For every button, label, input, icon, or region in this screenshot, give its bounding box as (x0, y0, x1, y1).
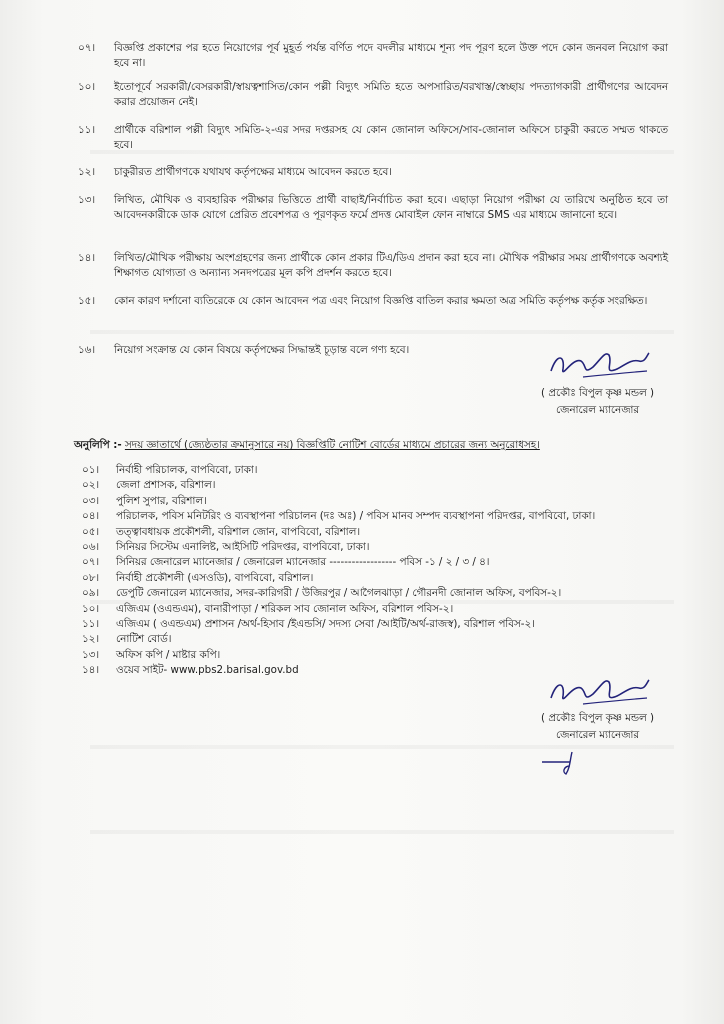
list-item (78, 602, 678, 617)
clause-text: লিখিত/মৌখিক পরীক্ষায় অংশগ্রহণের জন্য প্রার্থীকে কোন প্রকার টিএ/ডিএ প্রদান করা হবে না। মৌখিক পরীক্ষার সময় প্রার্থীগণকে অবশ্যই শিক্ষাগত যোগ্যতা ও অন্যান্য সনদপত্রের মূল কপি প্রদর্শন করতে হবে। (114, 252, 668, 279)
list-item (78, 617, 678, 632)
clause-text: ইতোপূর্বে সরকারী/বেসরকারী/স্বায়ত্বশাসিত/কোন পল্লী বিদ্যুৎ সমিতি হতে অপসারিত/বরখাস্ত/স্বেচ্ছায় পদত্যাগকারী প্রার্থীগণের আবেদন করার প্রয়োজন নেই। (114, 81, 668, 108)
clause-text: প্রার্থীকে বরিশাল পল্লী বিদ্যুৎ সমিতি-২-এর সদর দপ্তরসহ যে কোন জোনাল অফিসে/সাব-জোনাল অফিসে চাকুরী করতে সম্মত থাকতে হবে। (114, 124, 668, 151)
signature-block (541, 345, 654, 419)
list-item (78, 555, 678, 570)
list-text: পরিচালক, পবিস মনিটরিং ও ব্যবস্থাপনা পরিচালন (দঃ অঃ) / পবিস মানব সম্পদ ব্যবস্থাপনা পরিদপ্তর, বাপবিবো, ঢাকা। (116, 510, 596, 523)
signature-block (541, 670, 654, 744)
list-item (78, 494, 678, 509)
signatory-title: জেনারেল ম্যানেজার (555, 729, 640, 741)
copy-to-label: অনুলিপি :- (74, 439, 122, 451)
clause-number: ১৪। (78, 252, 96, 264)
bleed-through-line (90, 745, 674, 749)
clause-item (78, 165, 668, 180)
clause-item (78, 123, 668, 153)
clause-text: কোন কারণ দর্শানো ব্যতিরেকে যে কোন আবেদন পত্র এবং নিয়োগ বিজ্ঞপ্তি বাতিল করার ক্ষমতা অত্র সমিতি কর্তৃপক্ষ কর্তৃক সংরক্ষিত। (114, 295, 648, 307)
list-text: নির্বাহী প্রকৌশলী (এসওডি), বাপবিবো, বরিশাল। (116, 571, 314, 584)
clause-number: ১৩। (78, 194, 96, 206)
list-text: সিনিয়র জেনারেল ম্যানেজার / জেনারেল ম্যানেজার ------------------ পবিস -১ / ২ / ৩ / ৪। (116, 556, 490, 569)
list-number: ১২। (82, 633, 100, 646)
list-text: তত্ত্বাবধায়ক প্রকৌশলী, বরিশাল জোন, বাপবিবো, বরিশাল। (116, 525, 361, 538)
clause-number: ১৫। (78, 295, 96, 307)
list-item (78, 632, 678, 647)
list-text: সিনিয়র সিস্টেম এনালিষ্ট, আইসিটি পরিদপ্তর, বাপবিবো, ঢাকা। (116, 540, 370, 553)
list-item (78, 648, 678, 663)
list-number: ০৮। (82, 571, 100, 584)
list-number: ১৩। (82, 648, 100, 661)
list-number: ০৫। (82, 525, 100, 538)
list-text: নির্বাহী পরিচালক, বাপবিবো, ঢাকা। (116, 464, 258, 476)
handwritten-signature (543, 670, 653, 710)
list-text: অফিস কপি / মাষ্টার কপি। (116, 648, 221, 661)
clause-item (78, 80, 668, 110)
clause-item (78, 193, 668, 223)
clause-item (78, 294, 668, 309)
signatory-title: জেনারেল ম্যানেজার (555, 404, 640, 416)
handwritten-signature (543, 345, 653, 385)
list-text: ওয়েব সাইট- www.pbs2.barisal.gov.bd (116, 664, 299, 677)
bleed-through-line (90, 830, 674, 834)
list-number: ১৪। (82, 664, 100, 677)
list-item (78, 478, 678, 493)
list-number: ১১। (82, 617, 100, 630)
list-number: ০১। (82, 464, 100, 476)
list-number: ০২। (82, 479, 100, 492)
list-item (78, 571, 678, 586)
list-item (78, 525, 678, 540)
list-item (78, 509, 678, 524)
clause-number: ১১। (78, 124, 96, 136)
list-text: জেলা প্রশাসক, বরিশাল। (116, 479, 216, 492)
list-number: ০৪। (82, 510, 100, 523)
copy-to-line (74, 438, 694, 453)
distribution-list (78, 463, 678, 678)
initial-mark (540, 750, 600, 776)
list-number: ০৩। (82, 494, 100, 507)
clause-number: ০৭। (78, 42, 96, 54)
list-text: পুলিশ সুপার, বরিশাল। (116, 494, 207, 507)
list-number: ০৬। (82, 540, 100, 553)
signatory-name: ( প্রকৌঃ বিপুল কৃষ্ণ মন্ডল ) (541, 712, 654, 724)
copy-to-text: সদয় জ্ঞাতার্থে (জ্যেষ্ঠতার ক্রমানুসারে নয়) বিজ্ঞপ্তিটি নোটিশ বোর্ডের মাধ্যমে প্রচারের জন্য অনুরোধসহ। (124, 439, 540, 451)
clause-text: লিখিত, মৌখিক ও ব্যবহারিক পরীক্ষার ভিত্তিতে প্রার্থী বাছাই/নির্বাচিত করা হবে। এছাড়া নিয়োগ পরীক্ষা যে তারিখে অনুষ্ঠিত হবে তা আবেদনকারীকে ডাক যোগে প্রেরিত প্রবেশপত্র ও পূরণকৃত ফর্মে প্রদত্ত মোবাইল ফোন নাম্বারে SMS এর মাধ্যমে জানানো হবে। (114, 194, 668, 221)
bleed-through-line (90, 330, 674, 334)
list-number: ০৯। (82, 587, 100, 600)
clause-text: নিয়োগ সংক্রান্ত যে কোন বিষয়ে কর্তৃপক্ষের সিদ্ধান্তই চূড়ান্ত বলে গণ্য হবে। (114, 344, 410, 356)
list-text: ডেপুটি জেনারেল ম্যানেজার, সদর-কারিগরী / উজিরপুর / আগৈলঝাড়া / গৌরনদী জোনাল অফিস, বপবিস-২। (116, 587, 562, 600)
list-text: নোটিশ বোর্ড। (116, 633, 172, 646)
clause-text: বিজ্ঞপ্তি প্রকাশের পর হতে নিয়োগের পূর্ব মুহূর্ত পর্যন্ত বর্ণিত পদে বদলীর মাধ্যমে শূন্য পদ পূরণ হলে উক্ত পদে কোন জনবল নিয়োগ করা হবে না। (114, 42, 668, 69)
clause-number: ১২। (78, 166, 96, 178)
list-text: এজিএম (ওএন্ডএম), বানারীপাড়া / শরিকল সাব জোনাল অফিস, বরিশাল পবিস-২। (116, 602, 454, 615)
clause-item (78, 41, 668, 71)
list-item (78, 540, 678, 555)
list-number: ০৭। (82, 556, 100, 569)
list-text: এজিএম ( ওএন্ডএম) প্রশাসন /অর্থ-হিসাব /ইএন্ডসি/ সদস্য সেবা /আইটি/অর্থ-রাজস্ব), বরিশাল পবিস-২। (116, 617, 535, 630)
list-item (78, 586, 678, 601)
clause-number: ১৬। (78, 344, 96, 356)
clause-text: চাকুরীরত প্রার্থীগণকে যথাযথ কর্তৃপক্ষের মাধ্যমে আবেদন করতে হবে। (114, 166, 392, 178)
signatory-name: ( প্রকৌঃ বিপুল কৃষ্ণ মন্ডল ) (541, 387, 654, 399)
clause-item (78, 251, 668, 281)
clause-number: ১০। (78, 81, 96, 93)
list-number: ১০। (82, 602, 100, 615)
list-item (78, 463, 678, 478)
